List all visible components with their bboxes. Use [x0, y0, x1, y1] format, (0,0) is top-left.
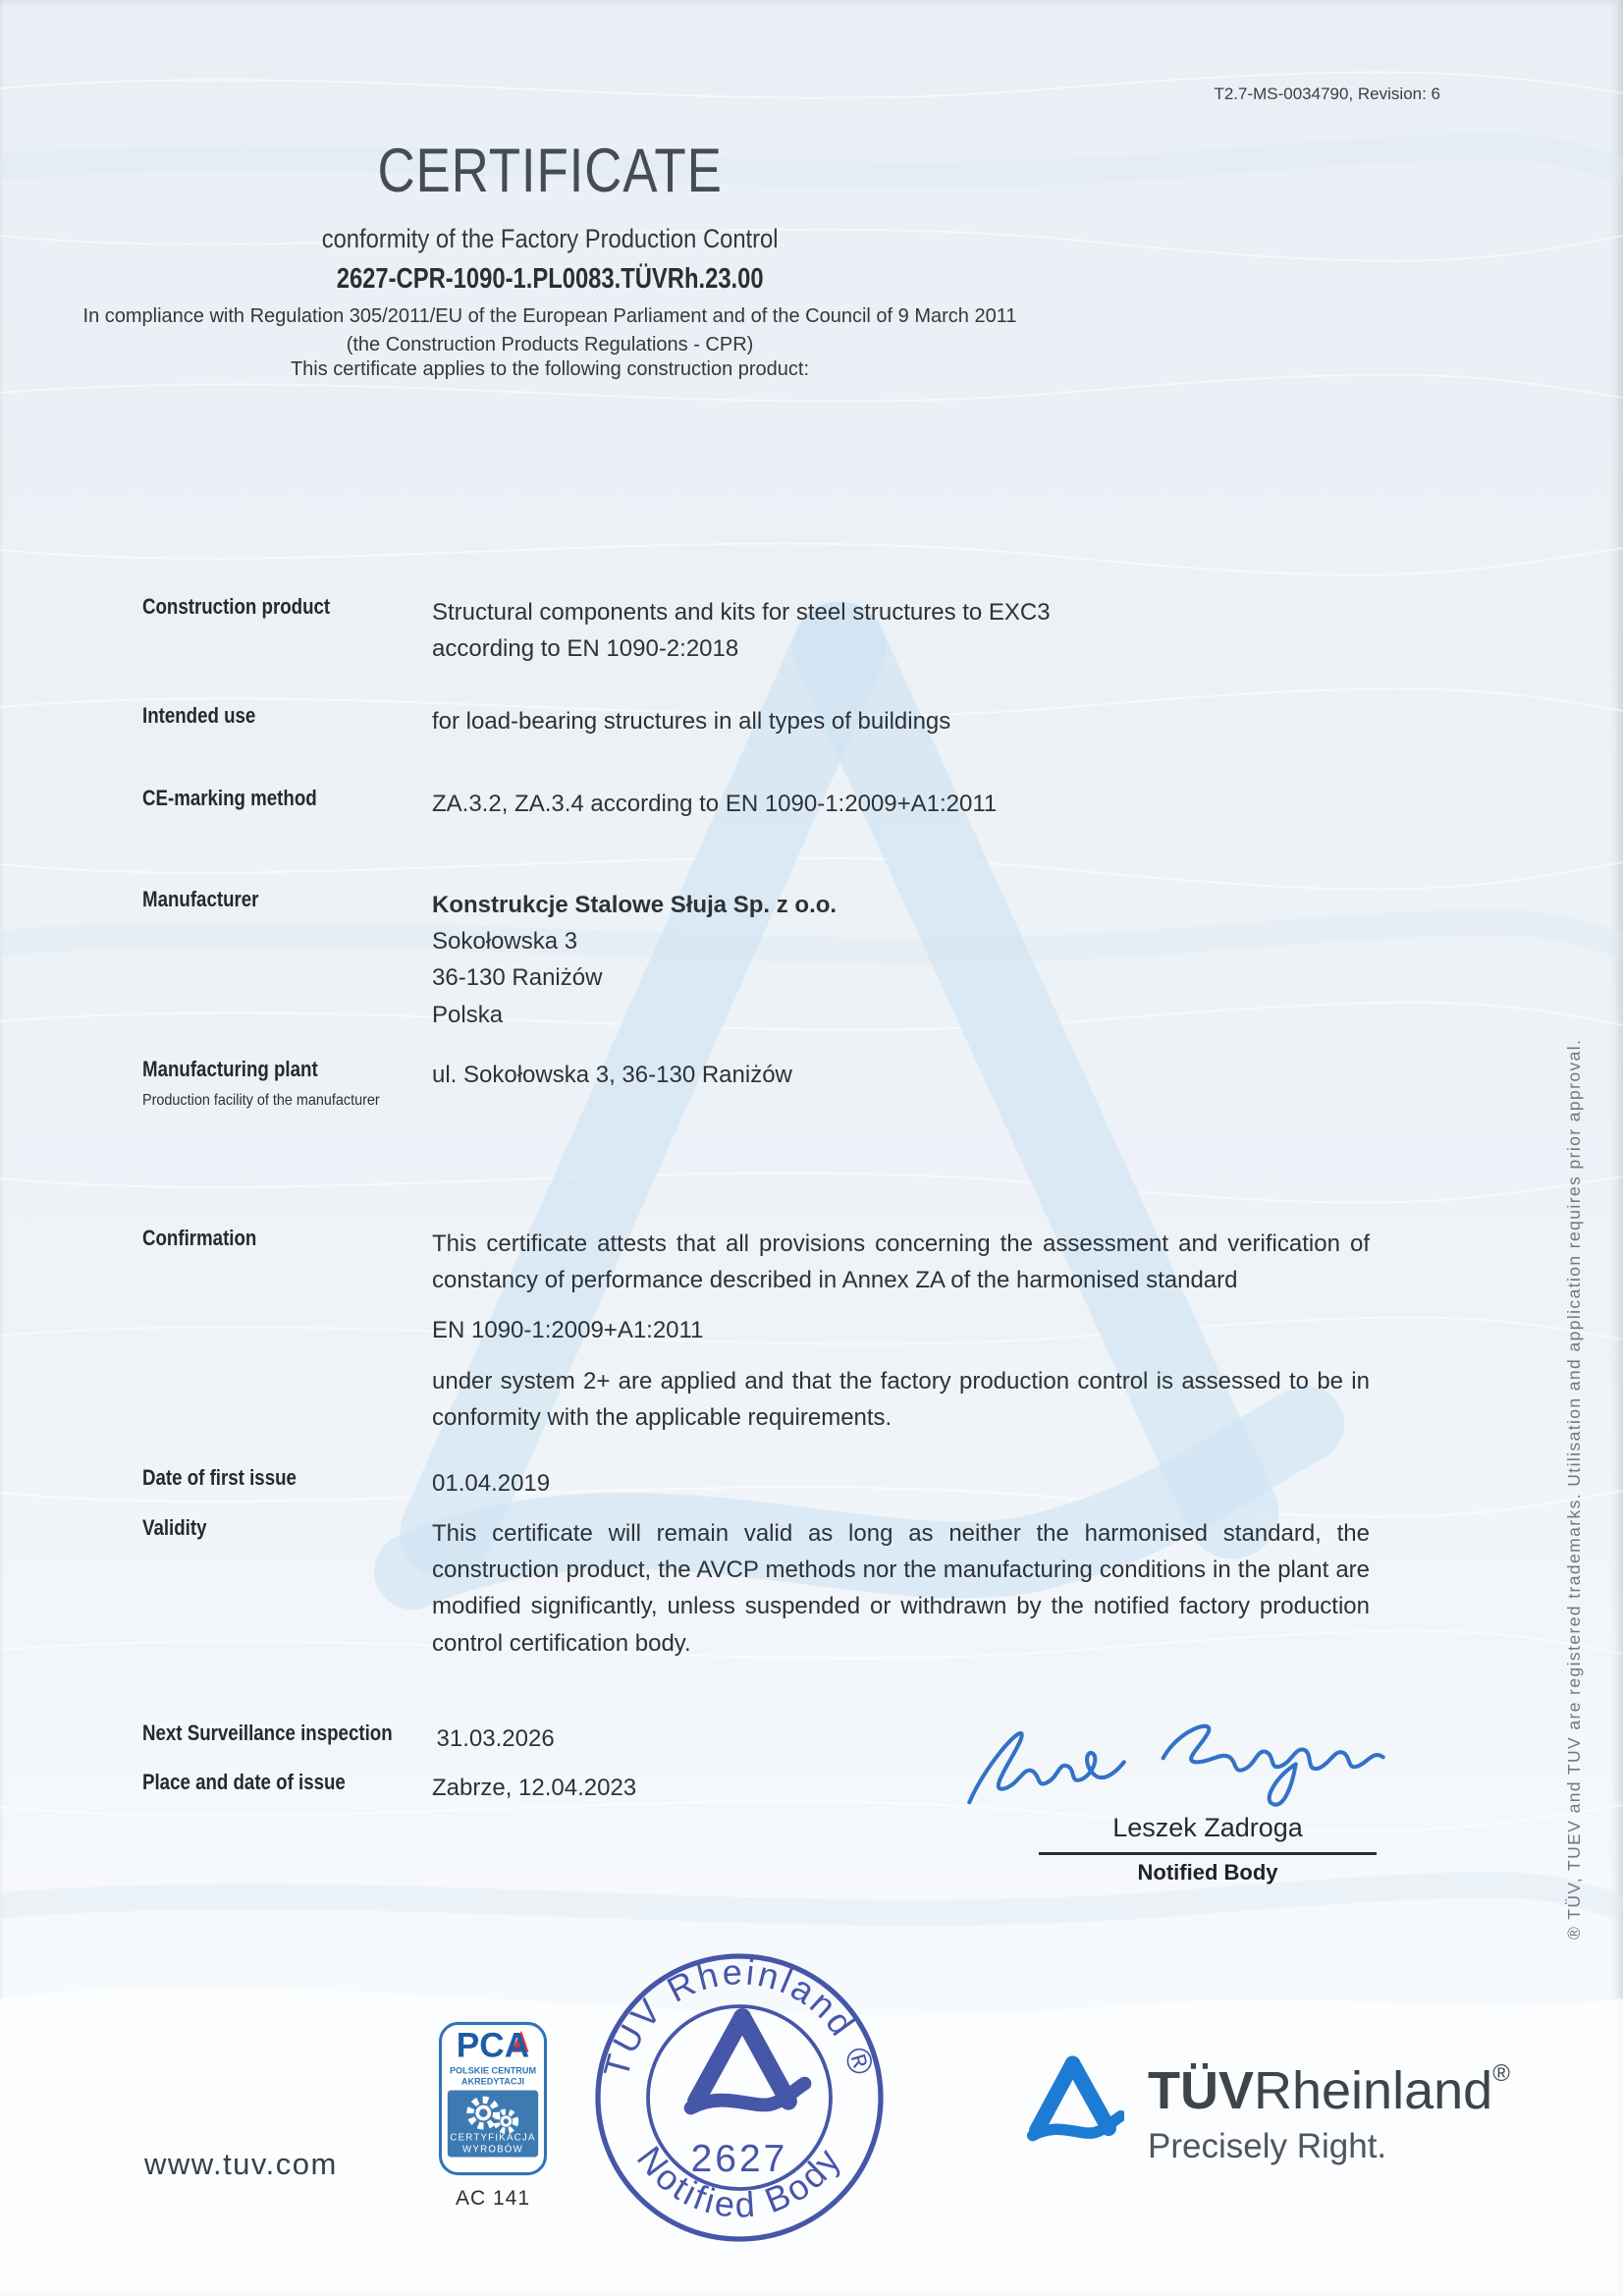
field-row-ce-marking-method	[142, 786, 1370, 822]
field-row-confirmation	[142, 1226, 1370, 1436]
website-url: www.tuv.com	[144, 2147, 338, 2181]
field-row-construction-product	[142, 594, 1370, 667]
field-row-manufacturing-plant	[142, 1057, 1370, 1110]
pca-acronym: PCA	[456, 2026, 530, 2065]
brand-name-regular: Rheinland	[1254, 2061, 1493, 2120]
field-row-validity	[142, 1515, 1370, 1662]
confirmation-paragraph: This certificate attests that all provisions concerning the assessment and verification of constancy of performance described in Annex ZA of the harmonised standard	[432, 1230, 1370, 1294]
field-label: Manufacturing plant Production facility of the manufacturer	[142, 1057, 432, 1110]
document-reference: T2.7-MS-0034790, Revision: 6	[1214, 84, 1440, 103]
field-label: CE-marking method	[142, 786, 317, 810]
confirmation-standard: EN 1090-1:2009+A1:2011	[432, 1317, 704, 1344]
field-value: 31.03.2026	[436, 1725, 555, 1752]
field-label: Confirmation	[142, 1226, 257, 1250]
field-value: Zabrze, 12.04.2023	[432, 1775, 637, 1801]
field-value: 01.04.2019	[432, 1470, 551, 1497]
field-label: Validity	[142, 1515, 207, 1540]
field-label: Place and date of issue	[142, 1770, 346, 1794]
value-line: Structural components and kits for steel structures to EXC3	[432, 599, 1051, 626]
address-line: 36-130 Raniżów	[432, 964, 603, 992]
address-line: Polska	[432, 1001, 504, 1028]
field-value: ZA.3.2, ZA.3.4 according to EN 1090-1:2009+A1:2011	[432, 791, 998, 817]
pca-box-line: CERTYFIKACJA	[450, 2132, 536, 2144]
brand-tagline: Precisely Right.	[1148, 2127, 1387, 2165]
pca-accreditation-number: AC 141	[455, 2187, 531, 2210]
stamp-arc-bottom-text: Notified Body	[628, 2138, 849, 2225]
tuv-triangle-icon	[691, 2017, 805, 2107]
registered-mark: ®	[1492, 2060, 1510, 2087]
field-value: ul. Sokołowska 3, 36-130 Raniżów	[432, 1062, 792, 1088]
field-label: Manufacturer	[142, 887, 259, 911]
pca-org-line: AKREDYTACJI	[460, 2076, 525, 2087]
address-line: Sokołowska 3	[432, 928, 578, 956]
stamp-arc-top-text: TÜV Rheinland ®	[595, 1951, 884, 2082]
field-label: Construction product	[142, 594, 331, 619]
manufacturer-name: Konstrukcje Stalowe Słuja Sp. z o.o.	[432, 892, 838, 918]
field-value	[432, 1226, 1370, 1436]
stamp-number: 2627	[690, 2138, 788, 2180]
field-label: Intended use	[142, 703, 256, 728]
field-label: Date of first issue	[142, 1465, 297, 1490]
brand-logo	[1021, 2054, 1510, 2166]
field-value	[432, 594, 1370, 667]
field-row-manufacturer	[142, 887, 1370, 1033]
compliance-text: In compliance with Regulation 305/2011/EU of the European Parliament and of the Council of 9 March 2011 (the Construction Products Regulations - CPR)	[82, 305, 1017, 355]
tuv-triangle-icon	[1021, 2054, 1124, 2145]
page-title: CERTIFICATE	[377, 137, 723, 205]
field-row-intended-use	[142, 703, 1370, 739]
field-label: Next Surveillance inspection	[142, 1721, 393, 1745]
pca-box-line: WYROBÓW	[462, 2144, 523, 2156]
field-value	[432, 887, 1370, 1033]
value-line: according to EN 1090-2:2018	[432, 635, 739, 663]
pca-accreditation-badge	[438, 2021, 548, 2211]
field-sublabel: Production facility of the manufacturer	[142, 1092, 380, 1109]
pca-org-line: POLSKIE CENTRUM	[449, 2065, 537, 2076]
pca-logo-icon	[438, 2021, 548, 2176]
brand-wordmark	[1148, 2054, 1510, 2166]
signatory-name: Leszek Zadroga	[1112, 1813, 1303, 1842]
field-row-date-of-first-issue	[142, 1465, 1370, 1502]
signature-divider	[1039, 1852, 1377, 1855]
applies-text: This certificate applies to the following construction product:	[290, 358, 810, 380]
page-subtitle: conformity of the Factory Production Control	[321, 224, 779, 253]
confirmation-paragraph: under system 2+ are applied and that the factory production control is assessed to be in conformity with the applicable requirements.	[432, 1367, 1370, 1431]
side-trademark-note: ® TÜV, TUEV and TUV are registered trademarks. Utilisation and application requires prior approval.	[1564, 1038, 1584, 1940]
field-value: for load-bearing structures in all types of buildings	[432, 708, 951, 735]
certificate-number: 2627-CPR-1090-1.PL0083.TÜVRh.23.00	[336, 263, 764, 295]
brand-name-bold: TÜV	[1148, 2061, 1254, 2120]
signatory-role: Notified Body	[1137, 1860, 1278, 1885]
notified-body-stamp	[592, 1950, 887, 2245]
field-value: This certificate will remain valid as long as neither the harmonised standard, the construction product, the AVCP methods nor the manufacturing conditions in the plant are modified significantly, unless suspended or withdrawn by the notified factory production control certification body.	[432, 1520, 1370, 1657]
